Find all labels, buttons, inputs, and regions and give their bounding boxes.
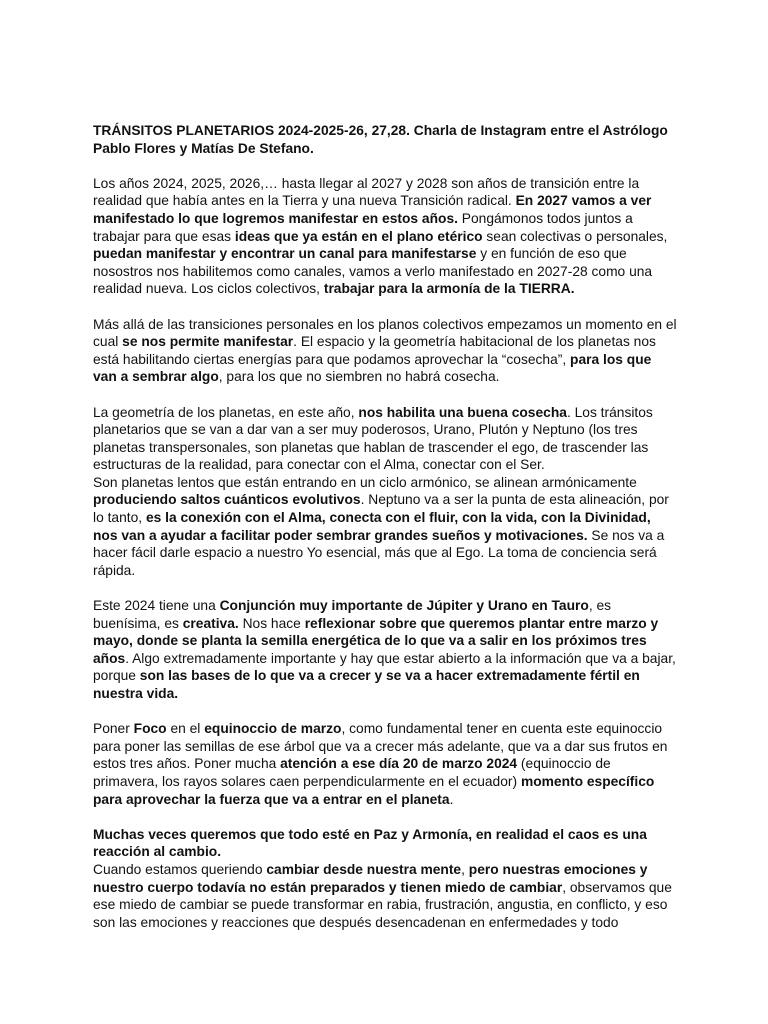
bold-text-run: son las bases de lo que va a crecer y se va a hacer extremadamente fértil en nuestra vida. <box>93 668 640 701</box>
text-run: Son planetas lentos que están entrando en un ciclo armónico, se alinean armónicamente <box>93 474 637 490</box>
text-run: Se nos va a hacer fácil darle espacio a nuestro Yo esencial, más que al Ego. La toma de conciencia será rápida. <box>93 527 665 578</box>
paragraph <box>93 175 678 298</box>
text-run: . Neptuno va a ser la punta de esta alineación, por lo tanto, <box>93 492 669 526</box>
bold-text-run: creativa. <box>182 615 239 631</box>
bold-text-run: Muchas veces queremos que todo esté en Paz y Armonía, en realidad el caos es una reacción al cambio. <box>93 826 647 860</box>
bold-text-run: ideas que ya están en el plano etérico <box>234 228 483 244</box>
paragraph <box>93 474 678 580</box>
bold-text-run: se nos permite manifestar <box>122 334 294 350</box>
bold-text-run: Conjunción muy importante de Júpiter y Urano en Tauro <box>219 598 589 614</box>
text-run: , como fundamental tener en cuenta este equinoccio para poner las semillas de ese árbol que va a crecer más adelante, que va a dar sus frutos en estos tres años. Poner mucha <box>93 721 668 772</box>
paragraph <box>93 720 678 808</box>
document-title: TRÁNSITOS PLANETARIOS 2024-2025-26, 27,28. Charla de Instagram entre el Astrólogo Pablo Flores y Matías De Stefano. <box>93 123 668 156</box>
bold-text-run: equinoccio de marzo <box>204 721 342 737</box>
bold-text-run: momento específico para aprovechar la fuerza que va a entrar en el planeta <box>93 773 655 807</box>
text-run: en el <box>166 721 205 737</box>
text-run: , para los que no siembren no habrá cosecha. <box>218 369 500 385</box>
text-run: . Los tránsitos planetarios que se van a dar van a ser muy poderosos, Urano, Plutón y Neptuno (los tres planetas transpersonales, son planetas que hablan de trascender el ego, de trascender las estructuras de la realidad, para conectar con el Alma, conectar con el Ser. <box>93 404 653 473</box>
bold-text-run: atención a ese día 20 de marzo 2024 <box>280 756 518 772</box>
text-run: . <box>449 791 454 807</box>
text-run: Poner <box>93 721 134 737</box>
text-run: Los años 2024, 2025, 2026,… hasta llegar al 2027 y 2028 son años de transición entre la realidad que había antes en la Tierra y una nueva Transición radical. <box>93 175 640 209</box>
text-run: , <box>461 861 469 877</box>
bold-text-run: es la conexión con el Alma, conecta con el fluir, con la vida, con la Divinidad, nos van a ayudar a facilitar poder sembrar grandes sueños y motivaciones. <box>93 510 651 543</box>
paragraph <box>93 316 678 386</box>
text-run: Cuando estamos queriendo <box>93 861 267 877</box>
bold-text-run: cambiar desde nuestra mente <box>266 861 462 877</box>
text-run: . El espacio y la geometría habitacional de los planetas nos está habilitando ciertas energías para que podamos aprovechar la “cosecha”, <box>93 334 656 367</box>
bold-text-run: reflexionar sobre que queremos plantar entre marzo y mayo, donde se planta la semilla energética de lo que va a salir en los próximos tres años <box>93 615 659 666</box>
text-run: (equinoccio de primavera, los rayos solares caen perpendicularmente en el ecuador) <box>93 756 611 789</box>
bold-text-run: nos habilita una buena cosecha <box>358 404 567 420</box>
bold-text-run: produciendo saltos cuánticos evolutivos <box>93 492 361 508</box>
text-run: , observamos que ese miedo de cambiar se puede transformar en rabia, frustración, angustia, en conflicto, y eso son las emociones y reacciones que después desencadenan en enfermedades y todo <box>93 879 672 930</box>
text-run: La geometría de los planetas, en este año, <box>93 404 359 420</box>
text-run: Más allá de las transiciones personales en los planos colectivos empezamos un momento en el cual <box>93 316 677 350</box>
paragraph <box>93 404 678 474</box>
text-run: y en función de eso que nosostros nos habilitemos como canales, vamos a verlo manifestado en 2027-28 como una realidad nueva. Los ciclos colectivos, <box>93 246 653 297</box>
document-body <box>93 175 678 932</box>
text-run: Pongámonos todos juntos a trabajar para que esas <box>93 210 633 244</box>
text-run: sean colectivas o personales, <box>482 228 668 244</box>
paragraph <box>93 597 678 703</box>
text-run: . Algo extremadamente importante y hay que estar abierto a la información que va a bajar, porque <box>93 650 676 684</box>
bold-text-run: En 2027 vamos a ver manifestado lo que logremos manifestar en estos años. <box>93 193 652 226</box>
text-run: Nos hace <box>238 615 305 631</box>
bold-text-run: trabajar para la armonía de la TIERRA. <box>323 281 575 297</box>
text-run: , es buenísima, es <box>93 598 612 631</box>
bold-text-run: para los que van a sembrar algo <box>93 351 652 385</box>
paragraph <box>93 826 678 861</box>
bold-text-run: pero nuestras emociones y nuestro cuerpo todavía no están preparados y tienen miedo de cambiar <box>93 861 648 895</box>
bold-text-run: Foco <box>133 721 167 737</box>
text-run: Este 2024 tiene una <box>93 598 220 614</box>
bold-text-run: puedan manifestar y encontrar un canal para manifestarse <box>93 246 477 262</box>
paragraph <box>93 861 678 931</box>
document-page <box>93 122 678 949</box>
